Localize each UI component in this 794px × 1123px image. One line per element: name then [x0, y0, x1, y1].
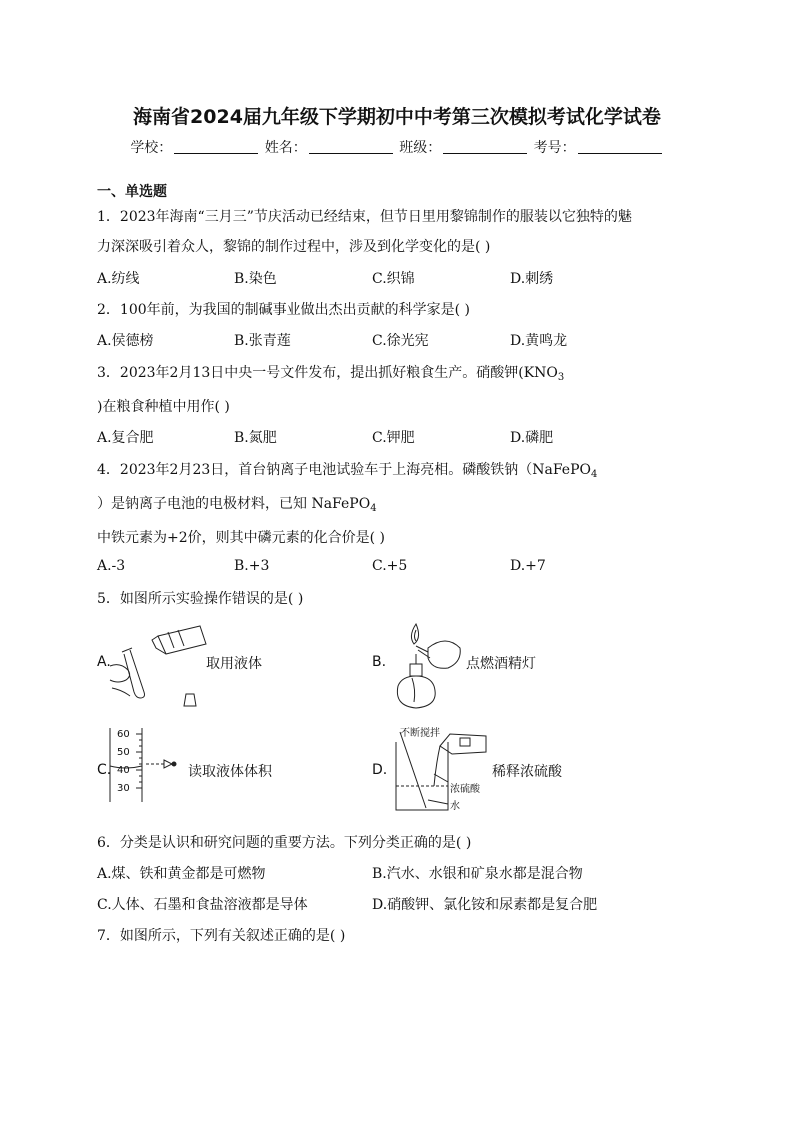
class-blank[interactable] — [443, 153, 527, 154]
pouring-liquid-illustration — [108, 618, 208, 708]
q4-subscript-2: 4 — [370, 503, 377, 514]
q3-option-d[interactable]: D.磷肥 — [510, 430, 554, 446]
q4-stem-line3: 中铁元素为+2价，则其中磷元素的化合价是( ) — [97, 530, 386, 546]
q4-option-b[interactable]: B.+3 — [234, 558, 270, 574]
q4-option-a[interactable]: A.-3 — [97, 558, 126, 574]
q2-option-d[interactable]: D.黄鸣龙 — [510, 333, 568, 349]
q2-option-b[interactable]: B.张青莲 — [234, 333, 291, 349]
q2-option-c[interactable]: C.徐光宪 — [372, 333, 429, 349]
scale-label-30: 30 — [117, 783, 130, 794]
class-label: 班级： — [399, 140, 442, 156]
q6-option-a[interactable]: A.煤、铁和黄金都是可燃物 — [97, 866, 266, 882]
q4-subscript-1: 4 — [590, 469, 598, 480]
q1-option-b[interactable]: B.染色 — [234, 271, 277, 287]
student-info-row — [0, 137, 794, 157]
label-concentrated-acid: 浓硫酸 — [450, 784, 480, 795]
exam-number-label: 考号： — [533, 140, 576, 156]
section-heading: 一、单选题 — [97, 184, 167, 200]
name-label: 姓名： — [264, 140, 307, 156]
q4-option-d[interactable]: D.+7 — [510, 558, 546, 574]
q5-stem: 5．如图所示实验操作错误的是( ) — [97, 591, 304, 607]
q6-option-d[interactable]: D.硝酸钾、氯化铵和尿素都是复合肥 — [372, 897, 598, 913]
q4-stem-text-2: ）是钠离子电池的电极材料，已知 NaFePO — [97, 496, 371, 512]
q1-stem-line2: 力深深吸引着众人，黎锦的制作过程中，涉及到化学变化的是( ) — [97, 239, 491, 255]
q4-stem-line2 — [97, 493, 377, 514]
q1-stem-line1: 1．2023年海南“三月三”节庆活动已经结束，但节日里用黎锦制作的服装以它独特的魅 — [97, 209, 632, 225]
q6-stem: 6．分类是认识和研究问题的重要方法。下列分类正确的是( ) — [97, 835, 472, 851]
q3-option-a[interactable]: A.复合肥 — [97, 430, 154, 446]
label-stirring: 不断搅拌 — [400, 728, 440, 739]
label-water: 水 — [450, 801, 460, 812]
q3-subscript: 3 — [557, 372, 565, 383]
q5-fig-a-caption: 取用液体 — [206, 656, 262, 672]
q6-option-b[interactable]: B.汽水、水银和矿泉水都是混合物 — [372, 866, 583, 882]
q2-option-a[interactable]: A.侯德榜 — [97, 333, 154, 349]
school-blank[interactable] — [174, 153, 258, 154]
q1-option-a[interactable]: A.纺线 — [97, 271, 140, 287]
q3-stem-text: 3．2023年2月13日中央一号文件发布，提出抓好粮食生产。硝酸钾(KNO — [97, 365, 558, 381]
q5-fig-d-letter[interactable]: D. — [372, 762, 388, 778]
q7-stem: 7．如图所示，下列有关叙述正确的是( ) — [97, 928, 346, 944]
q3-stem-line2: )在粮食种植中用作( ) — [97, 399, 230, 415]
q3-option-b[interactable]: B.氮肥 — [234, 430, 277, 446]
scale-label-40: 40 — [117, 765, 130, 776]
q5-fig-b-caption: 点燃酒精灯 — [466, 656, 536, 672]
name-blank[interactable] — [309, 153, 393, 154]
exam-number-blank[interactable] — [578, 153, 662, 154]
q5-fig-c-caption: 读取液体体积 — [188, 764, 272, 780]
q4-stem-line1 — [97, 459, 597, 480]
q5-fig-b-letter[interactable]: B. — [372, 654, 387, 670]
q4-stem-text: 4．2023年2月23日，首台钠离子电池试验车于上海亮相。磷酸铁钠（NaFePO — [97, 462, 591, 478]
q6-option-c[interactable]: C.人体、石墨和食盐溶液都是导体 — [97, 897, 308, 913]
scale-label-50: 50 — [117, 747, 130, 758]
scale-label-60: 60 — [117, 729, 130, 740]
q5-fig-a-letter[interactable]: A. — [97, 654, 111, 670]
q1-option-d[interactable]: D.刺绣 — [510, 271, 554, 287]
q1-option-c[interactable]: C.织锦 — [372, 271, 415, 287]
exam-title: 海南省2024届九年级下学期初中中考第三次模拟考试化学试卷 — [133, 106, 661, 128]
q5-fig-d-caption: 稀释浓硫酸 — [492, 764, 562, 780]
q2-stem: 2．100年前，为我国的制碱事业做出杰出贡献的科学家是( ) — [97, 302, 471, 318]
q4-option-c[interactable]: C.+5 — [372, 558, 408, 574]
school-label: 学校： — [130, 140, 173, 156]
q5-fig-c-letter[interactable]: C. — [97, 762, 112, 778]
q3-stem-line1 — [97, 362, 564, 383]
q3-option-c[interactable]: C.钾肥 — [372, 430, 415, 446]
alcohol-lamp-illustration — [386, 618, 466, 708]
